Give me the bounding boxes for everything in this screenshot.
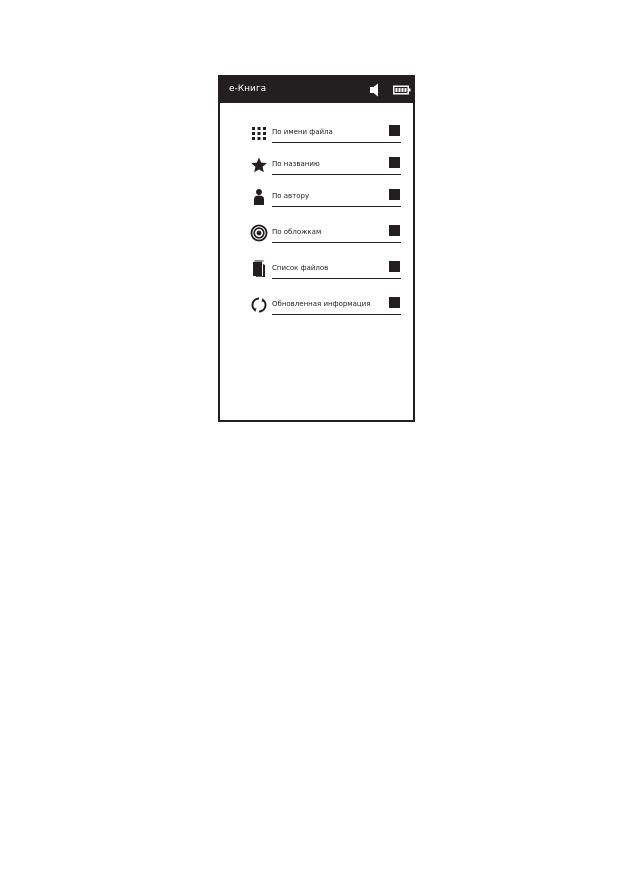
files-icon [250, 260, 268, 278]
divider [272, 278, 401, 279]
divider [272, 142, 401, 143]
checkbox[interactable] [389, 157, 400, 168]
person-icon [250, 188, 268, 206]
sort-menu [220, 77, 413, 420]
menu-item-label: По имени файла [272, 128, 333, 136]
checkbox[interactable] [389, 125, 400, 136]
app-title: e-Книга [229, 84, 267, 94]
menu-item-updated-info[interactable] [250, 296, 400, 318]
menu-item-by-covers[interactable] [250, 224, 400, 246]
menu-item-by-author[interactable] [250, 188, 400, 210]
checkbox[interactable] [389, 225, 400, 236]
menu-item-label: По автору [272, 192, 310, 200]
refresh-icon [250, 296, 268, 314]
menu-item-file-list[interactable] [250, 260, 400, 282]
divider [272, 242, 401, 243]
menu-item-label: Обновленная информация [272, 300, 371, 308]
checkbox[interactable] [389, 261, 400, 272]
divider [272, 314, 401, 315]
menu-item-by-title[interactable] [250, 156, 400, 178]
star-icon [250, 156, 268, 174]
device-screen [218, 75, 415, 422]
menu-item-label: Список файлов [272, 264, 329, 272]
checkbox[interactable] [389, 189, 400, 200]
grid-icon [250, 124, 268, 142]
menu-item-by-filename[interactable] [250, 124, 400, 146]
menu-item-label: По обложкам [272, 228, 322, 236]
target-icon [250, 224, 268, 242]
checkbox[interactable] [389, 297, 400, 308]
divider [272, 174, 401, 175]
divider [272, 206, 401, 207]
menu-item-label: По названию [272, 160, 320, 168]
